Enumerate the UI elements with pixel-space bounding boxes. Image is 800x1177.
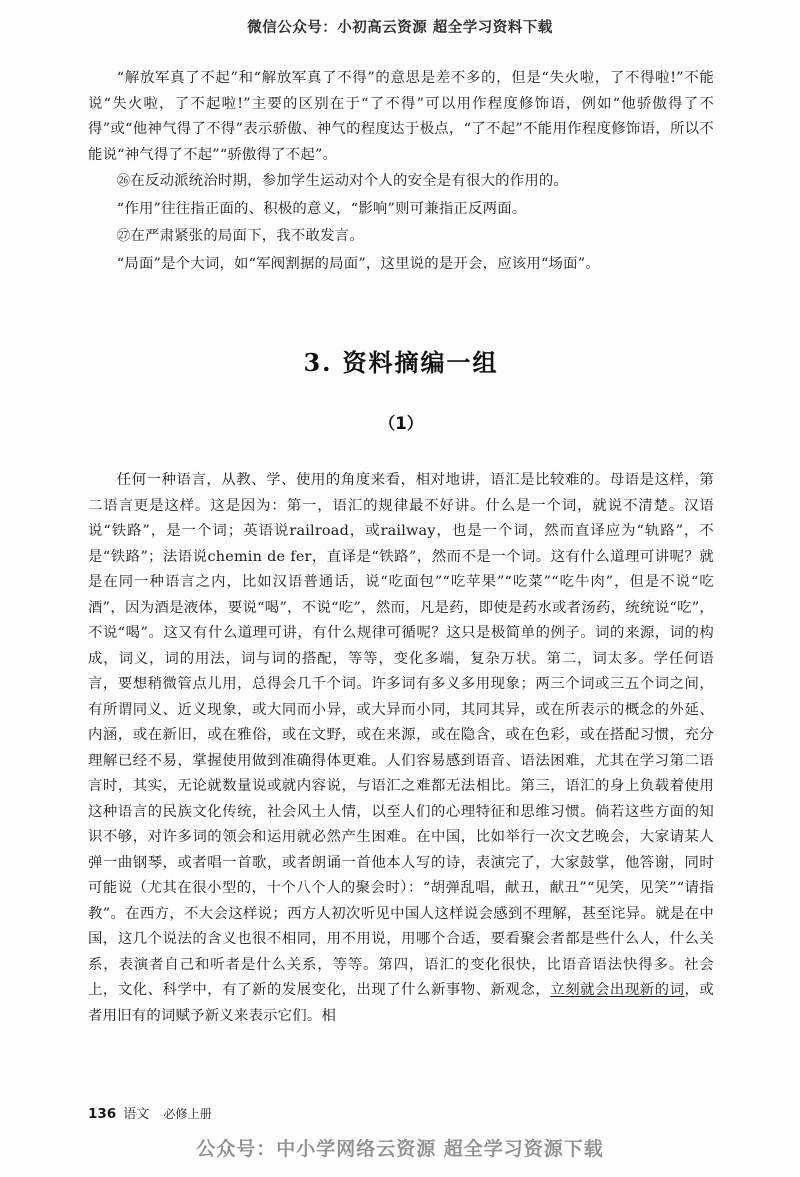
latin-word-railway: railway — [380, 523, 436, 539]
latin-word-chemin-de-fer: chemin de fer — [207, 548, 312, 565]
article-underlined-phrase: 立刻就会出现新的词 — [550, 982, 685, 998]
section-heading — [88, 343, 714, 378]
item-number-27: ㉗ — [116, 229, 131, 244]
page-content — [88, 66, 714, 1031]
section-title-text: 资料摘编一组 — [342, 349, 499, 377]
numbered-item-27 — [88, 224, 714, 250]
article-paragraph-1 — [88, 468, 714, 1029]
article-text-e: ，或者用旧有的词赋予新义来表示它们。相 — [88, 982, 715, 1024]
article-text-a: 任何一种语言，从教、学、使用的角度来看，相对地讲，语汇是比较难的。母语是这样，第二语言更是这样。这是因为：第一，语汇的规律最不好讲。什么是一个词，就说不清楚。汉语说“铁路”，是一个词；英语说 — [88, 472, 714, 539]
paragraph-explanation-1: “解放军真了不起”和“解放军真了不得”的意思是差不多的，但是“失火啦，了不得啦!”不能说“失火啦，了不起啦!”主要的区别在于“了不得”可以用作程度修饰语，例如“他骄傲得了不得”或“他神气得了不得”表示骄傲、神气的程度达于极点，“了不起”不能用作程度修饰语，所以不能说“神气得了不起”“骄傲得了不起”。 — [88, 70, 714, 163]
article-text-c: ，也是一个词，然而直译应为“轨路”，不是“铁路”；法语说 — [88, 523, 715, 565]
top-banner-watermark: 微信公众号：小初高云资源 超全学习资料下载 — [247, 20, 553, 36]
footer-subject: 语文 — [123, 1107, 150, 1122]
subsection-heading: （1） — [378, 414, 424, 433]
article-text-b: ，或 — [349, 523, 381, 539]
note-27: “局面”是个大词，如“军阀割据的局面”，这里说的是开会，应该用“场面”。 — [116, 255, 600, 272]
article-text-d: ，直译是“铁路”，然而不是一个词。这有什么道理可讲呢？就是在同一种语言之内，比如汉语普通话，说“吃面包”“吃苹果”“吃菜”“吃牛肉”，但是不说“吃酒”，因为酒是液体，要说“喝”，不说“吃”，然而，凡是药，即使是药水或者汤药，统统说“吃”，不说“喝”。这又有什么道理可讲，有什么规律可循呢？这只是极简单的例子。词的来源，词的构成，词义，词的用法，词与词的搭配，等等，变化多端，复杂万状。第二，词太多。学任何语言，要想稍微管点儿用，总得会几千个词。许多词有多义多用现象；两三个词或三五个词之间，有所谓同义、近义现象，或大同而小异，或大异而小同，其同其异，或在所表示的概念的外延、内涵，或在新旧，或在雅俗，或在文野，或在来源，或在隐含，或在色彩，或在搭配习惯，充分理解已经不易，掌握使用做到准确得体更难。人们容易感到语音、语法困难，尤其在学习第二语言时，其实，无论就数量说或就内容说，与语汇之难都无法相比。第三，语汇的身上负载着使用这种语言的民族文化传统，社会风土人情，以至人们的心理特征和思维习惯。倘若这些方面的知识不够，对许多词的领会和运用就必然产生困难。在中国，比如举行一次文艺晚会，大家请某人弹一曲钢琴，或者唱一首歌，或者朗诵一首他本人写的诗，表演完了，大家鼓掌，他答谢，同时可能说（尤其在很小型的，十个八个人的聚会时）：“胡弹乱唱，献丑，献丑”“见笑，见笑”“请指教”。在西方，不大会这样说；西方人初次听见中国人这样说会感到不理解，甚至诧异。就是在中国，这几个说法的含义也很不相同，用不用说，用哪个合适，要看聚会者都是些什么人，什么关系，表演者自己和听者是什么关系，等等。第四，语汇的变化很快，比语音语法快得多。社会上，文化、科学中，有了新的发展变化，出现了什么新事物、新观念， — [88, 548, 714, 998]
item-text-26: 在反动派统治时期，参加学生运动对个人的安全是有很大的作用的。 — [130, 173, 569, 189]
numbered-item-26 — [88, 169, 714, 195]
bottom-watermark: 公众号：中小学网络云资源 超全学习资源下载 — [196, 1138, 604, 1160]
latin-word-railroad: railroad — [289, 523, 349, 539]
item-number-26: ㉖ — [116, 174, 131, 189]
footer-volume: 必修上册 — [163, 1107, 212, 1121]
page-footer — [88, 1103, 212, 1122]
item-text-27: 在严肃紧张的局面下，我不敢发言。 — [130, 228, 364, 244]
page-number: 136 — [88, 1106, 117, 1122]
section-number: 3. — [303, 348, 333, 377]
note-26: “作用”往往指正面的、积极的意义，“影响”则可兼指正反两面。 — [116, 200, 527, 217]
